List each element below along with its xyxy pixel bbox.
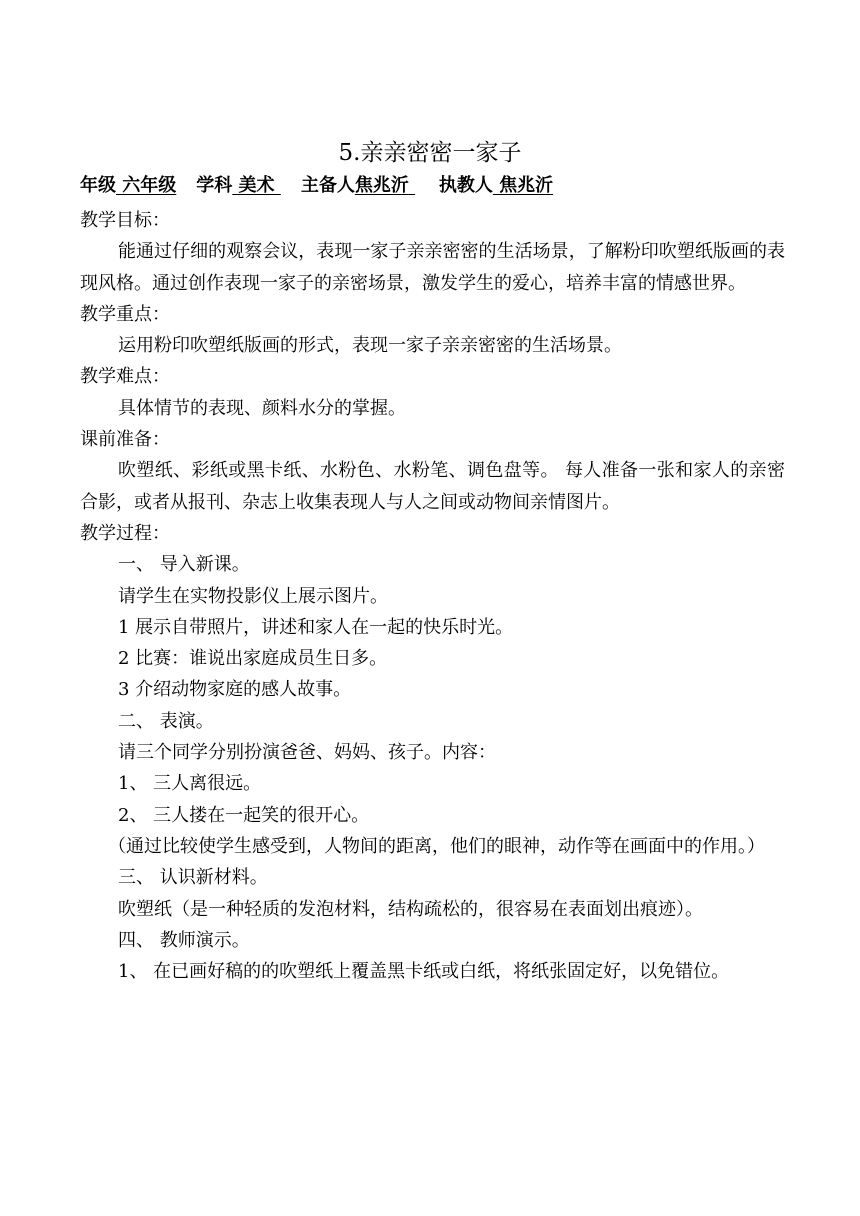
process-heading: 教学过程： bbox=[80, 522, 170, 544]
subject-label: 学科 bbox=[196, 175, 233, 196]
difficulty-text: 具体情节的表现、颜料水分的掌握。 bbox=[118, 397, 406, 419]
goal-heading: 教学目标： bbox=[80, 210, 170, 231]
teacher-value: 焦兆沂 bbox=[492, 175, 554, 196]
grade-value: 六年级 bbox=[116, 175, 177, 196]
step3-title: 三、 认识新材料。 bbox=[118, 867, 268, 889]
step1-item-2: 2 比赛：谁说出家庭成员生日多。 bbox=[118, 648, 388, 670]
step1-item-3: 3 介绍动物家庭的感人故事。 bbox=[118, 679, 352, 701]
grade-label: 年级 bbox=[80, 175, 116, 196]
key-heading: 教学重点： bbox=[80, 303, 170, 325]
step1-item-1: 1 展示自带照片，讲述和家人在一起的快乐时光。 bbox=[118, 616, 514, 638]
prep-text: 吹塑纸、彩纸或黑卡纸、水粉色、水粉笔、调色盘等。 每人准备一张和家人的亲密合影，或者从报刊、杂志上收集表现人与人之间或动物间亲情图片。 bbox=[80, 460, 785, 513]
prep-heading: 课前准备： bbox=[80, 429, 170, 451]
step2-item-1: 1、 三人离很远。 bbox=[118, 773, 262, 795]
step4-title: 四、 教师演示。 bbox=[118, 929, 250, 951]
step2-title: 二、 表演。 bbox=[118, 710, 214, 732]
preparer-value: 焦兆沂 bbox=[354, 175, 409, 196]
step2-intro: 请三个同学分别扮演爸爸、妈妈、孩子。内容： bbox=[118, 742, 496, 764]
document-body bbox=[80, 205, 785, 987]
teacher-label: 执教人 bbox=[438, 175, 493, 196]
key-text: 运用粉印吹塑纸版画的形式，表现一家子亲亲密密的生活场景。 bbox=[118, 335, 622, 357]
step3-text: 吹塑纸（是一种轻质的发泡材料，结构疏松的，很容易在表面划出痕迹）。 bbox=[118, 898, 703, 920]
step1-intro: 请学生在实物投影仪上展示图片。 bbox=[118, 585, 388, 607]
subject-value: 美术 bbox=[232, 175, 281, 196]
step4-item-1: 1、 在已画好稿的的吹塑纸上覆盖黑卡纸或白纸，将纸张固定好，以免错位。 bbox=[118, 961, 730, 983]
lesson-meta-line bbox=[80, 172, 553, 200]
step1-title: 一、 导入新课。 bbox=[118, 554, 250, 576]
difficulty-heading: 教学难点： bbox=[80, 366, 170, 388]
step2-item-2: 2、 三人搂在一起笑的很开心。 bbox=[118, 804, 370, 826]
preparer-label: 主备人 bbox=[300, 175, 355, 196]
step2-note: （通过比较使学生感受到，人物间的距离，他们的眼神，动作等在画面中的作用。） bbox=[108, 835, 765, 857]
document-title: 5.亲亲密密一家子 bbox=[338, 140, 522, 166]
goal-text: 能通过仔细的观察会议，表现一家子亲亲密密的生活场景，了解粉印吹塑纸版画的表现风格。通过创作表现一家子的亲密场景，激发学生的爱心，培养丰富的情感世界。 bbox=[80, 241, 785, 294]
